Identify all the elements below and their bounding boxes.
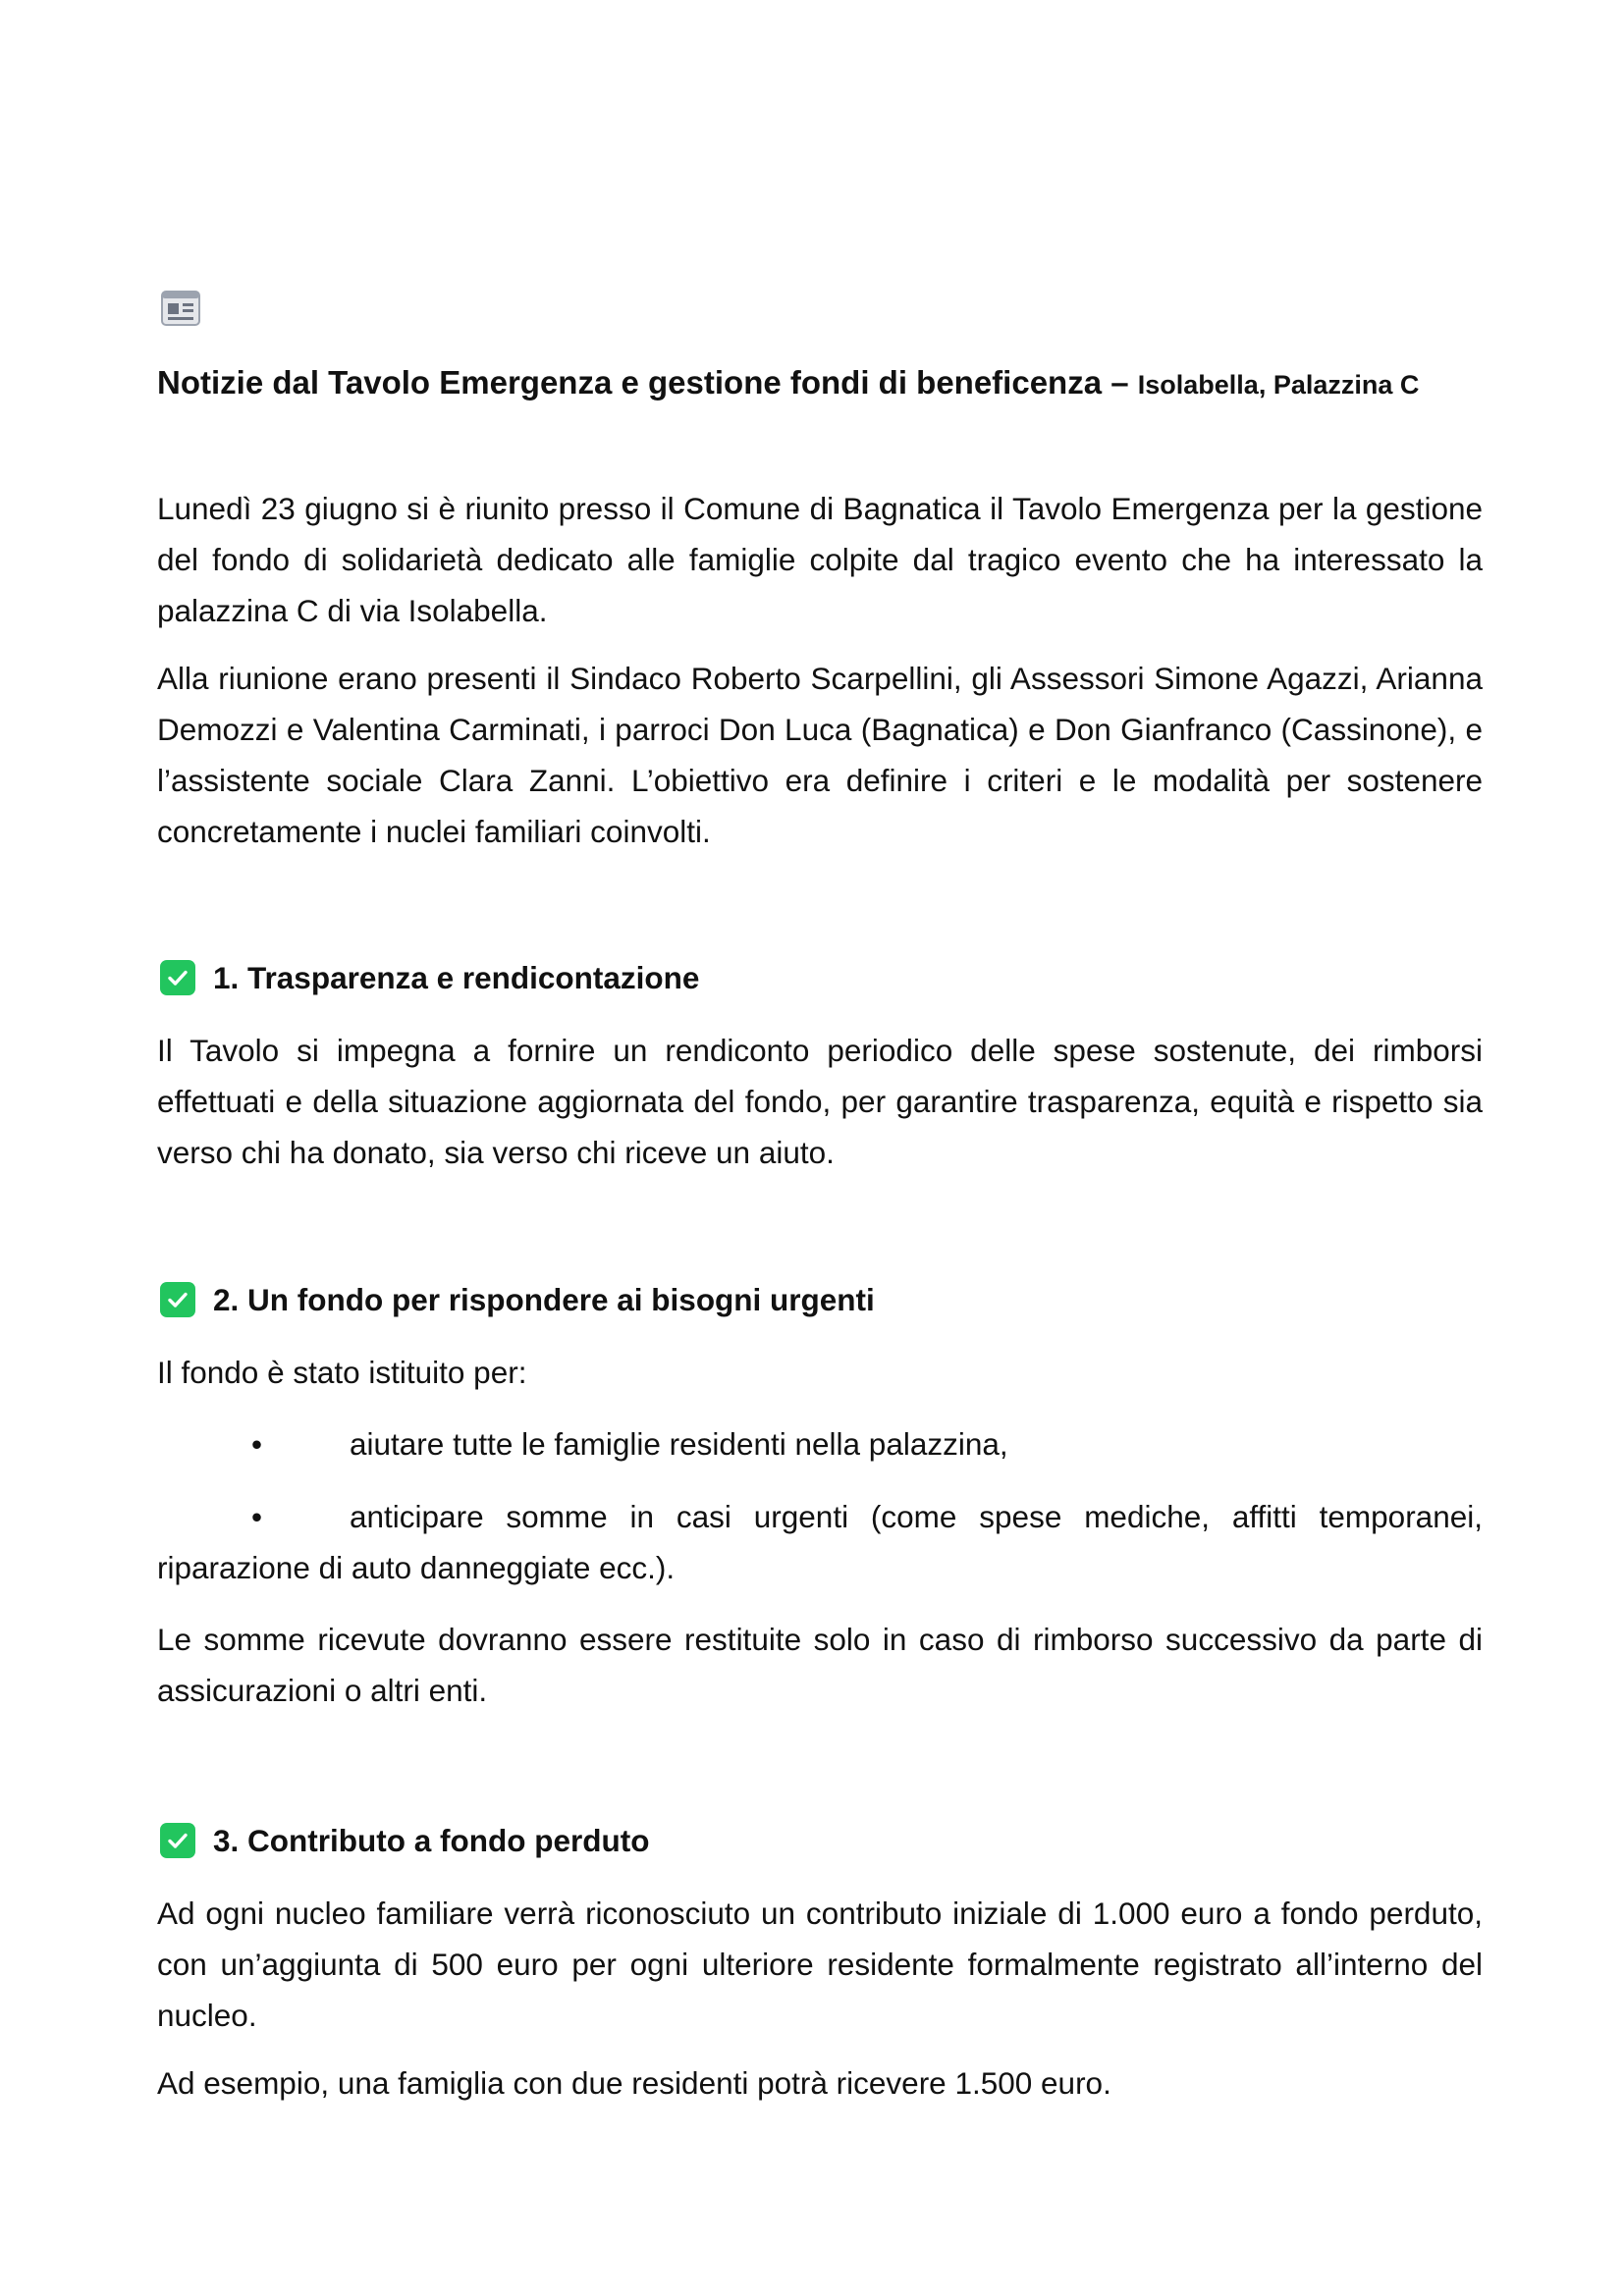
section-heading-label: 2. Un fondo per rispondere ai bisogni urgenti [213, 1282, 875, 1317]
check-icon [160, 1823, 195, 1858]
intro-paragraph-2: Alla riunione erano presenti il Sindaco Roberto Scarpellini, gli Assessori Simone Agazzi, Arianna Demozzi e Valentina Carminati, i parroci Don Luca (Bagnatica) e Don Gianfranco (Cassinone), e l’assistente sociale Clara Zanni. L’obiettivo era definire i criteri e le modalità per sostenere concretamente i nuclei familiari coinvolti. [157, 661, 1483, 849]
section-heading-1 [160, 952, 699, 1003]
section-heading-2 [160, 1274, 875, 1325]
section-2-text: Le somme ricevute dovranno essere restituite solo in caso di rimborso successivo da parte di assicurazioni o altri enti. [157, 1622, 1483, 1708]
section-1-text: Il Tavolo si impegna a fornire un rendiconto periodico delle spese sostenute, dei rimborsi effettuati e della situazione aggiornata del fondo, per garantire trasparenza, equità e rispetto sia verso chi ha donato, sia verso chi riceve un aiuto. [157, 1033, 1483, 1170]
bullet-item-1: aiutare tutte le famiglie residenti nella palazzina, [350, 1426, 1008, 1462]
title-main: Notizie dal Tavolo Emergenza e gestione fondi di beneficenza – [157, 364, 1129, 400]
section-heading-label: 1. Trasparenza e rendicontazione [213, 960, 700, 995]
bullet-marker: • [251, 1499, 263, 1534]
section-heading-label: 3. Contributo a fondo perduto [213, 1823, 650, 1858]
section-heading-3 [160, 1815, 649, 1866]
check-icon [160, 960, 195, 995]
title-sub: Isolabella, Palazzina C [1137, 370, 1420, 400]
section-3-text: Ad ogni nucleo familiare verrà riconosciuto un contributo iniziale di 1.000 euro a fondo perduto, con un’aggiunta di 500 euro per ogni ulteriore residente formalmente registrato all’interno del nucleo. [157, 1896, 1483, 2033]
page-title [157, 357, 1483, 410]
bullet-item-2-line-2: riparazione di auto danneggiate ecc.). [157, 1550, 676, 1585]
check-icon [160, 1282, 195, 1317]
bullet-marker: • [251, 1426, 263, 1462]
bullet-item-2-line-1: anticipare somme in casi urgenti (come spese mediche, affitti temporanei, [350, 1499, 1483, 1534]
section-2-lead: Il fondo è stato istituito per: [157, 1355, 527, 1390]
section-3-example: Ad esempio, una famiglia con due residenti potrà ricevere 1.500 euro. [157, 2065, 1111, 2101]
intro-paragraph-1: Lunedì 23 giugno si è riunito presso il Comune di Bagnatica il Tavolo Emergenza per la gestione del fondo di solidarietà dedicato alle famiglie colpite dal tragico evento che ha interessato la palazzina C di via Isolabella. [157, 491, 1483, 628]
newspaper-icon [161, 291, 200, 326]
